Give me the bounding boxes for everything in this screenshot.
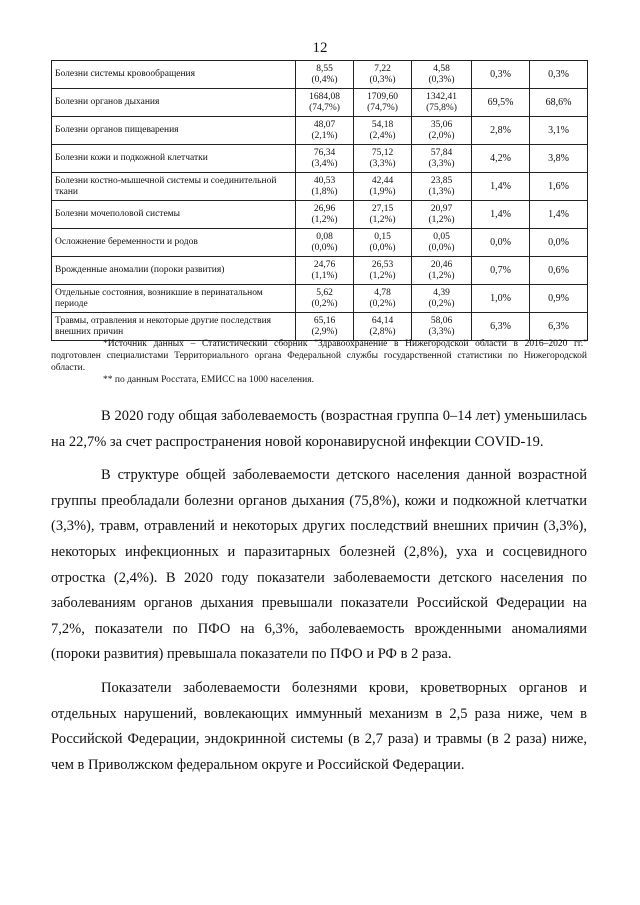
share-percent: (3,4%) [311, 158, 338, 169]
share-percent: (1,2%) [428, 270, 455, 281]
share-percent: (0,2%) [369, 298, 396, 309]
value-cell-3 [412, 145, 472, 173]
country-share-cell: 0,6% [530, 257, 588, 285]
share-percent: (0,2%) [428, 298, 455, 309]
rate-value: 42,44 [371, 175, 394, 186]
country-share-cell: 3,1% [530, 117, 588, 145]
country-share-cell: 0,3% [530, 61, 588, 89]
rate-value: 64,14 [371, 315, 394, 326]
rate-value: 58,06 [430, 315, 453, 326]
rate-value: 40,53 [313, 175, 336, 186]
share-percent: (2,1%) [311, 130, 338, 141]
share-percent: (2,0%) [428, 130, 455, 141]
share-percent: (3,3%) [428, 158, 455, 169]
region-share-cell: 69,5% [472, 89, 530, 117]
share-percent: (0,4%) [311, 74, 338, 85]
value-cell-3 [412, 285, 472, 313]
disease-name-cell: Болезни мочеполовой системы [52, 201, 296, 229]
rate-value: 24,76 [313, 259, 336, 270]
share-percent: (1,9%) [369, 186, 396, 197]
region-share-cell: 0,0% [472, 229, 530, 257]
value-cell-2 [354, 61, 412, 89]
morbidity-table [51, 60, 588, 341]
value-cell-1 [296, 285, 354, 313]
region-share-cell: 0,3% [472, 61, 530, 89]
paragraph: Показатели заболеваемости болезнями крови, кроветворных органов и отдельных нарушений, вовлекающих иммунный механизм в 2,5 раза ниже, чем в Российской Федерации, эндокринной системы (в 2,7 раза) и травмы (в 2 раза) ниже, чем в Приволжском федеральном округе и Российской Федерации. [51, 679, 587, 773]
table-row [52, 61, 588, 89]
rate-value: 0,05 [433, 231, 450, 242]
rate-value: 26,53 [371, 259, 394, 270]
rate-value: 4,58 [433, 63, 450, 74]
disease-name-cell: Осложнение беременности и родов [52, 229, 296, 257]
share-percent: (2,8%) [369, 326, 396, 337]
value-cell-3 [412, 313, 472, 341]
value-cell-1 [296, 313, 354, 341]
share-percent: (74,7%) [309, 102, 340, 113]
value-cell-2 [354, 89, 412, 117]
value-cell-3 [412, 89, 472, 117]
rate-value: 0,15 [374, 231, 391, 242]
country-share-cell: 68,6% [530, 89, 588, 117]
value-cell-1 [296, 89, 354, 117]
rate-value: 27,15 [371, 203, 394, 214]
value-cell-3 [412, 201, 472, 229]
value-cell-2 [354, 201, 412, 229]
region-share-cell: 2,8% [472, 117, 530, 145]
value-cell-2 [354, 145, 412, 173]
rate-value: 1684,08 [309, 91, 340, 102]
value-cell-3 [412, 117, 472, 145]
value-cell-1 [296, 61, 354, 89]
rate-value: 54,18 [371, 119, 394, 130]
value-cell-3 [412, 257, 472, 285]
table-body [52, 61, 588, 341]
table-row [52, 313, 588, 341]
rate-value: 76,34 [313, 147, 336, 158]
table-row [52, 257, 588, 285]
paragraph: В структуре общей заболеваемости детского населения данной возрастной группы преобладали болезни органов дыхания (75,8%), кожи и подкожной клетчатки (3,3%), травм, отравлений и некоторых других последствий внешних причин (3,3%), некоторых инфекционных и паразитарных болезней (2,8%), уха и сосцевидного отростка (2,4%). В 2020 году показатели заболеваемости детского населения по заболеваниям органов дыхания превышали показатели Российской Федерации на 7,2%, показатели по ПФО на 6,3%, заболеваемость врожденными аномалиями (пороки развития) превышала показатели по ПФО и РФ в 2 раза. [51, 467, 587, 663]
table-footnotes [51, 338, 587, 386]
share-percent: (2,9%) [311, 326, 338, 337]
rate-value: 1709,60 [367, 91, 398, 102]
value-cell-2 [354, 229, 412, 257]
share-percent: (1,2%) [369, 270, 396, 281]
share-percent: (0,0%) [428, 242, 455, 253]
region-share-cell: 0,7% [472, 257, 530, 285]
share-percent: (0,0%) [369, 242, 396, 253]
share-percent: (1,3%) [428, 186, 455, 197]
value-cell-1 [296, 145, 354, 173]
value-cell-1 [296, 201, 354, 229]
source-footnote: *Источник данных – Статистический сборник "Здравоохранение в Нижегородской области в 2016–2020 гг." подготовлен специалистами Территориального органа Федеральной службы государственной статистики по Нижегородской области. [51, 339, 587, 373]
share-percent: (1,2%) [428, 214, 455, 225]
rate-value: 5,62 [316, 287, 333, 298]
share-percent: (1,8%) [311, 186, 338, 197]
paragraph: В 2020 году общая заболеваемость (возрастная группа 0–14 лет) уменьшилась на 22,7% за счет распространения новой коронавирусной инфекции COVID-19. [51, 408, 587, 450]
value-cell-2 [354, 117, 412, 145]
rate-value: 20,97 [430, 203, 453, 214]
rate-value: 75,12 [371, 147, 394, 158]
value-cell-1 [296, 117, 354, 145]
disease-name-cell: Врожденные аномалии (пороки развития) [52, 257, 296, 285]
value-cell-2 [354, 257, 412, 285]
value-cell-1 [296, 257, 354, 285]
rate-value: 65,16 [313, 315, 336, 326]
share-percent: (0,0%) [311, 242, 338, 253]
table-row [52, 117, 588, 145]
share-percent: (75,8%) [426, 102, 457, 113]
rate-value: 48,07 [313, 119, 336, 130]
disease-name-cell: Отдельные состояния, возникшие в перинатальном периоде [52, 285, 296, 313]
share-percent: (3,3%) [369, 158, 396, 169]
value-cell-2 [354, 285, 412, 313]
country-share-cell: 1,4% [530, 201, 588, 229]
country-share-cell: 3,8% [530, 145, 588, 173]
country-share-cell: 1,6% [530, 173, 588, 201]
rate-value: 26,96 [313, 203, 336, 214]
rate-value: 57,84 [430, 147, 453, 158]
share-percent: (1,1%) [311, 270, 338, 281]
share-percent: (0,3%) [369, 74, 396, 85]
page-number: 12 [312, 40, 328, 56]
country-share-cell: 0,9% [530, 285, 588, 313]
rate-value: 4,39 [433, 287, 450, 298]
share-percent: (74,7%) [367, 102, 398, 113]
rate-value: 1342,41 [426, 91, 457, 102]
region-share-cell: 1,4% [472, 173, 530, 201]
table-row [52, 201, 588, 229]
rate-value: 8,55 [316, 63, 333, 74]
value-cell-3 [412, 173, 472, 201]
body-text [51, 404, 587, 786]
rate-value: 23,85 [430, 175, 453, 186]
rate-value: 0,08 [316, 231, 333, 242]
region-share-cell: 1,4% [472, 201, 530, 229]
country-share-cell: 6,3% [530, 313, 588, 341]
rosstat-footnote: ** по данным Росстата, ЕМИСС на 1000 населения. [103, 375, 314, 385]
share-percent: (0,3%) [428, 74, 455, 85]
table-row [52, 285, 588, 313]
share-percent: (3,3%) [428, 326, 455, 337]
value-cell-1 [296, 229, 354, 257]
table-row [52, 89, 588, 117]
value-cell-3 [412, 229, 472, 257]
disease-name-cell: Болезни костно-мышечной системы и соединительной ткани [52, 173, 296, 201]
share-percent: (2,4%) [369, 130, 396, 141]
rate-value: 4,78 [374, 287, 391, 298]
value-cell-2 [354, 313, 412, 341]
disease-name-cell: Болезни системы кровообращения [52, 61, 296, 89]
disease-name-cell: Болезни органов дыхания [52, 89, 296, 117]
value-cell-3 [412, 61, 472, 89]
value-cell-1 [296, 173, 354, 201]
table-row [52, 173, 588, 201]
rate-value: 35,06 [430, 119, 453, 130]
disease-name-cell: Травмы, отравления и некоторые другие последствия внешних причин [52, 313, 296, 341]
rate-value: 7,22 [374, 63, 391, 74]
share-percent: (0,2%) [311, 298, 338, 309]
country-share-cell: 0,0% [530, 229, 588, 257]
disease-name-cell: Болезни органов пищеварения [52, 117, 296, 145]
share-percent: (1,2%) [311, 214, 338, 225]
value-cell-2 [354, 173, 412, 201]
region-share-cell: 1,0% [472, 285, 530, 313]
rate-value: 20,46 [430, 259, 453, 270]
disease-name-cell: Болезни кожи и подкожной клетчатки [52, 145, 296, 173]
share-percent: (1,2%) [369, 214, 396, 225]
table-row [52, 229, 588, 257]
table-row [52, 145, 588, 173]
region-share-cell: 6,3% [472, 313, 530, 341]
region-share-cell: 4,2% [472, 145, 530, 173]
